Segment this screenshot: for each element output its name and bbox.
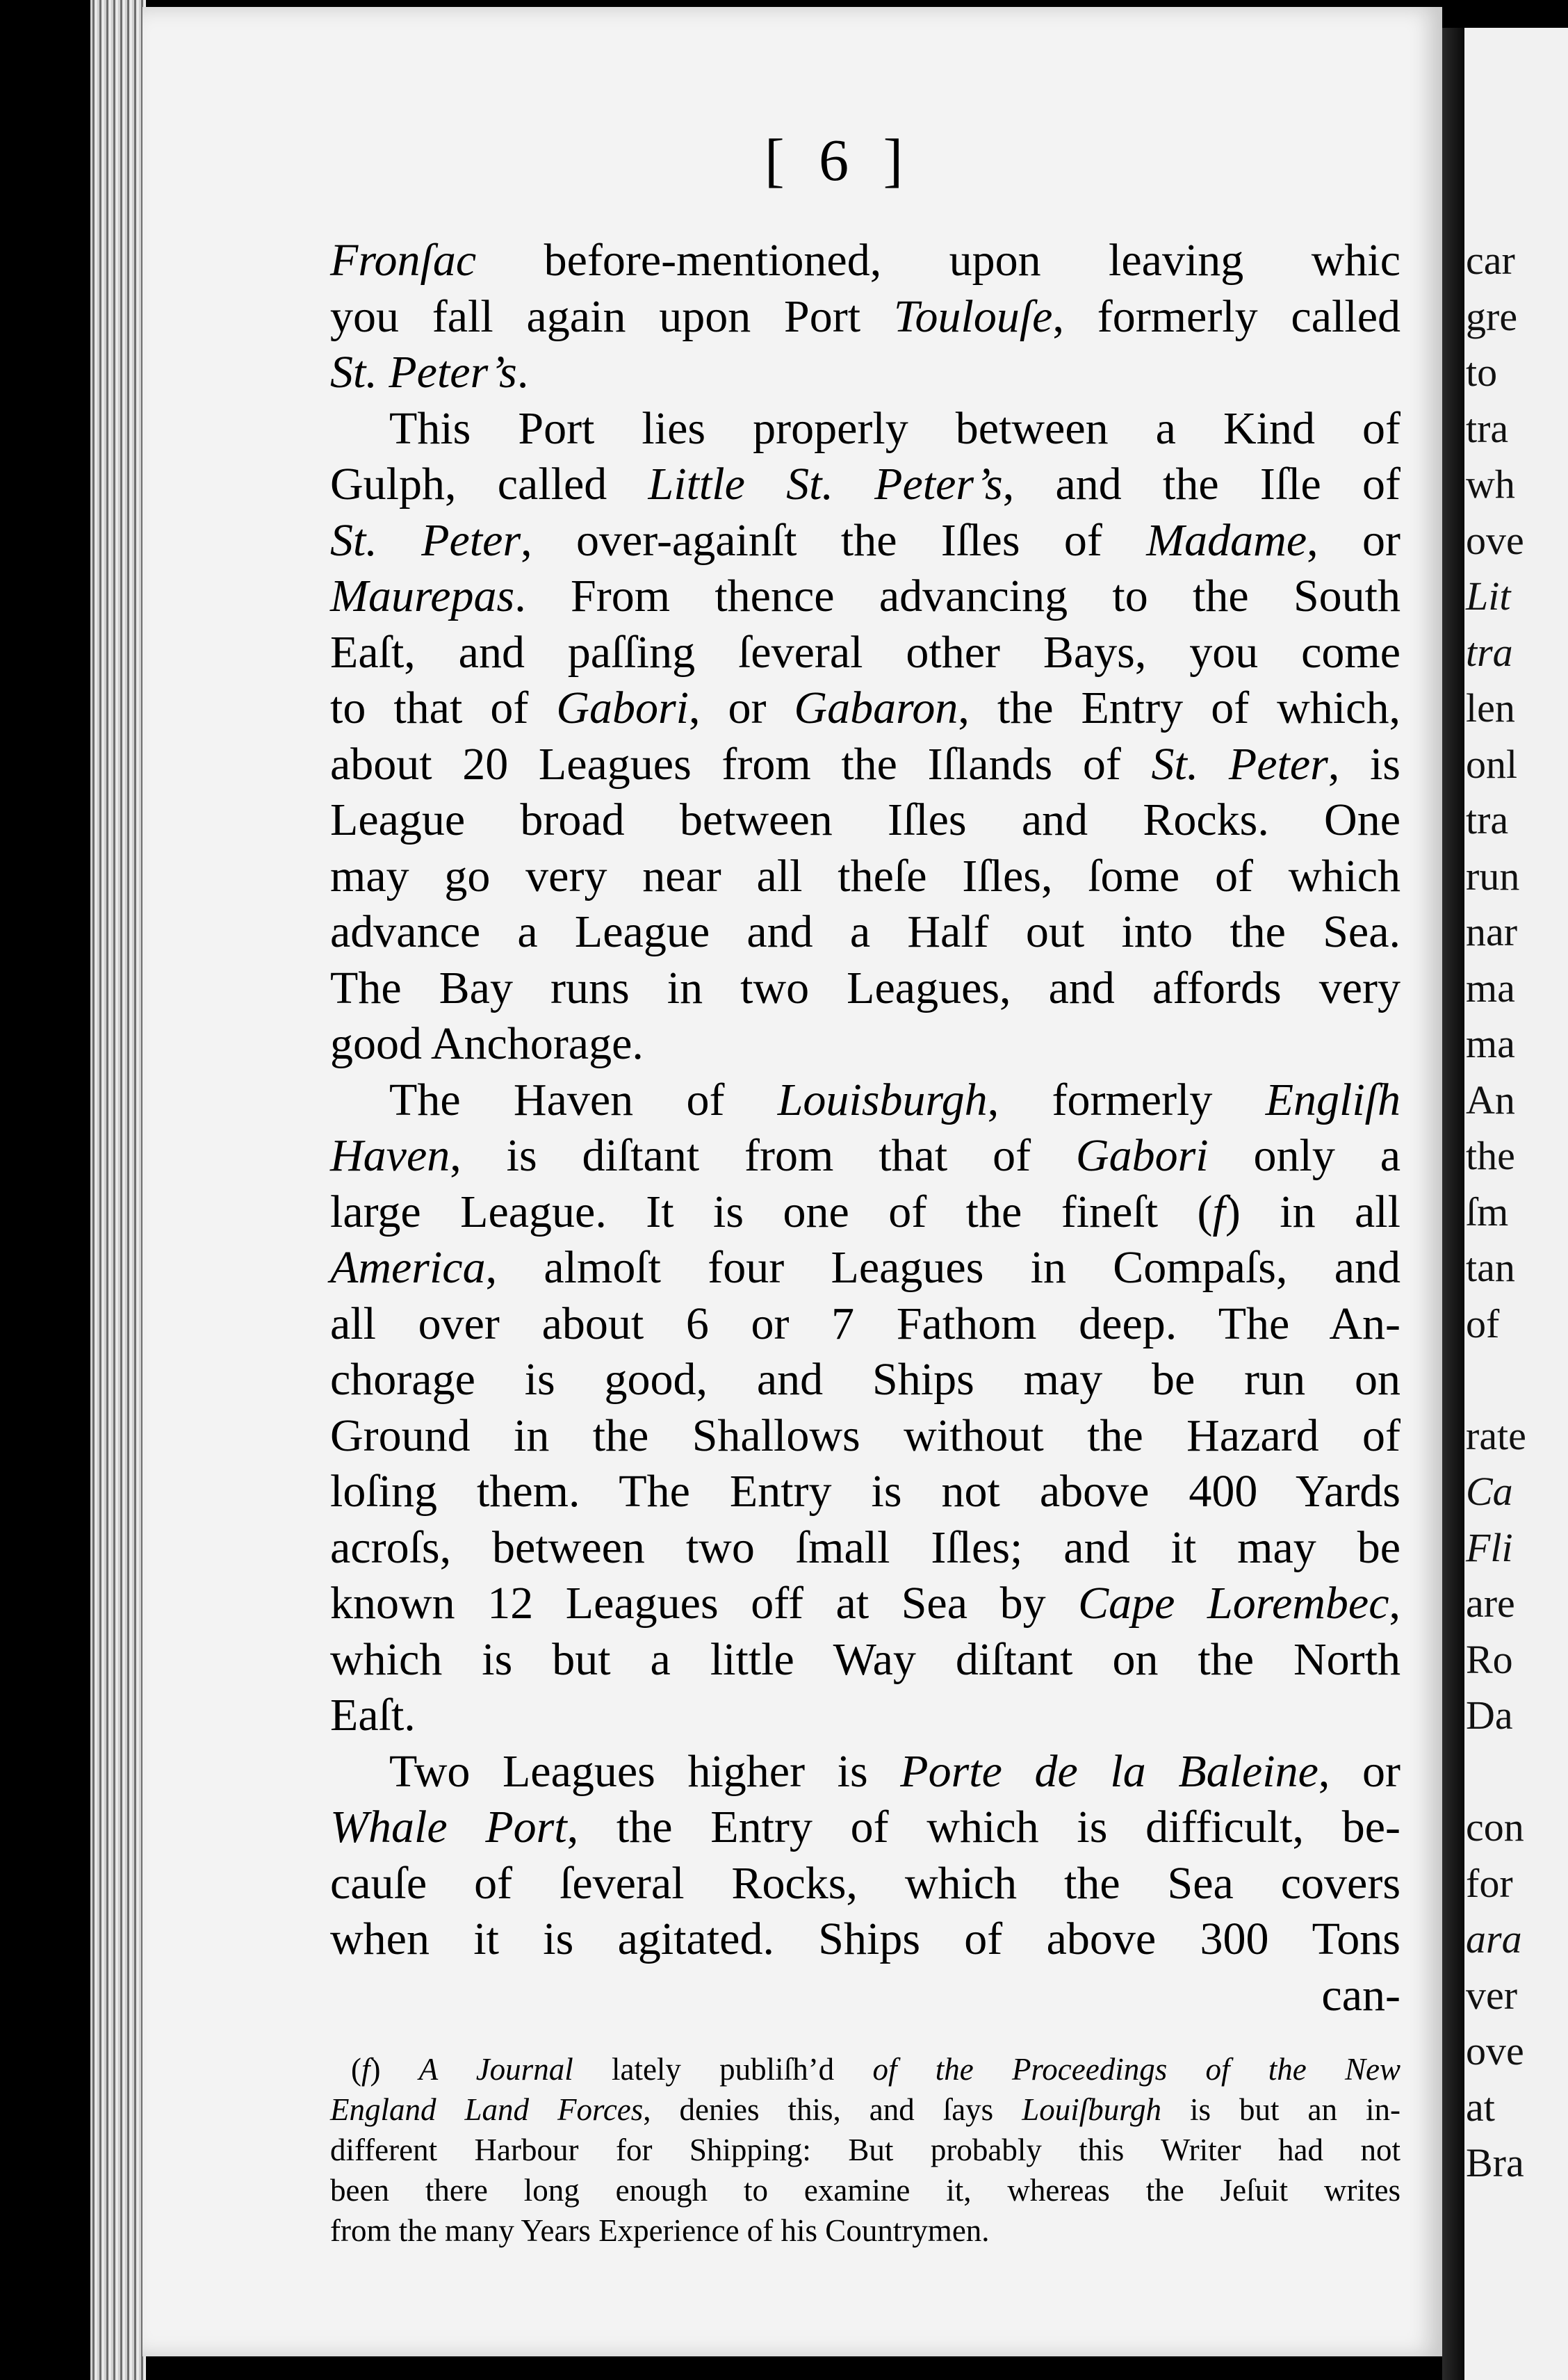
text-line: can- bbox=[1321, 1969, 1400, 2021]
text-line: The Bay runs in two Leagues, and affords very bbox=[330, 962, 1400, 1013]
text-line: when it is agitated. Ships of above 300 Tons bbox=[330, 1914, 1400, 1964]
text-line: large League. It is one of the fineſt (f) in all bbox=[330, 1186, 1400, 1237]
facing-page-line: car bbox=[1466, 238, 1515, 283]
text-line: good Anchorage. bbox=[330, 1018, 644, 1069]
text-line: chorage is good, and Ships may be run on bbox=[330, 1354, 1400, 1405]
facing-page-line: to bbox=[1466, 350, 1498, 395]
text-line: you fall again upon Port Toulouſe, formerly called bbox=[330, 291, 1400, 342]
text-line: advance a League and a Half out into the Sea. bbox=[330, 906, 1400, 957]
facing-page-line: of bbox=[1466, 1301, 1500, 1346]
footnote-line: been there long enough to examine it, whereas the Jeſuit writes bbox=[330, 2173, 1400, 2208]
facing-page-line: ma bbox=[1466, 965, 1515, 1011]
text-line: The Haven of Louisburgh, formerly Engliſh bbox=[389, 1074, 1401, 1125]
text-line: about 20 Leagues from the Iſlands of St. Peter, is bbox=[330, 738, 1400, 790]
text-line: Fronſac before-mentioned, upon leaving whic bbox=[330, 235, 1400, 286]
text-line: to that of Gabori, or Gabaron, the Entry of which, bbox=[330, 683, 1400, 733]
facing-page-line: An bbox=[1466, 1077, 1515, 1123]
facing-page-line: tan bbox=[1466, 1245, 1515, 1290]
facing-page-line: tra bbox=[1466, 629, 1513, 675]
facing-page-line: ver bbox=[1466, 1972, 1518, 2018]
text-line: may go very near all theſe Iſles, ſome of which bbox=[330, 850, 1400, 902]
facing-page-line: Ca bbox=[1466, 1469, 1513, 1514]
text-line: America, almoſt four Leagues in Compaſs, and bbox=[330, 1242, 1400, 1293]
text-line: Whale Port, the Entry of which is difficult, be- bbox=[330, 1802, 1401, 1852]
text-line: League broad between Iſles and Rocks. One bbox=[330, 794, 1400, 845]
facing-page-line: Fli bbox=[1466, 1524, 1513, 1570]
text-line: acroſs, between two ſmall Iſles; and it may be bbox=[330, 1522, 1400, 1573]
page-number: [ 6 ] bbox=[765, 127, 913, 193]
facing-page-line: Ro bbox=[1466, 1636, 1513, 1682]
footnote-line: England Land Forces, denies this, and ſays Louiſburgh is but an in- bbox=[330, 2092, 1400, 2127]
text-line: This Port lies properly between a Kind of bbox=[389, 402, 1400, 454]
facing-page-line: for bbox=[1466, 1860, 1513, 1906]
facing-page-line: onl bbox=[1466, 741, 1518, 787]
facing-page-line: are bbox=[1466, 1581, 1515, 1626]
text-line: Gulph, called Little St. Peter’s, and the Iſle of bbox=[330, 459, 1400, 510]
text-line: Ground in the Shallows without the Hazard of bbox=[330, 1410, 1400, 1461]
facing-page-line: con bbox=[1466, 1804, 1524, 1850]
text-line: St. Peter, over-againſt the Iſles of Madame, or bbox=[330, 514, 1400, 566]
text-line: Maurepas. From thence advancing to the South bbox=[330, 571, 1400, 621]
facing-page-line: ove bbox=[1466, 2028, 1524, 2073]
facing-page-line: ma bbox=[1466, 1021, 1515, 1066]
facing-page-line: ove bbox=[1466, 517, 1524, 563]
facing-page-fragment bbox=[1464, 28, 1568, 2380]
book-page-edges bbox=[90, 0, 146, 2380]
text-line: known 12 Leagues off at Sea by Cape Lorembec, bbox=[330, 1578, 1400, 1629]
facing-page-line: gre bbox=[1466, 293, 1518, 339]
text-line: which is but a little Way diſtant on the North bbox=[330, 1633, 1400, 1685]
facing-page-line: at bbox=[1466, 2084, 1495, 2130]
facing-page-line: rate bbox=[1466, 1412, 1526, 1458]
facing-page-line: len bbox=[1466, 685, 1515, 731]
facing-page-line: tra bbox=[1466, 797, 1509, 842]
text-line: all over about 6 or 7 Fathom deep. The An- bbox=[330, 1298, 1400, 1349]
text-line: Eaſt, and paſſing ſeveral other Bays, you come bbox=[330, 626, 1400, 678]
facing-page-line: Bra bbox=[1466, 2140, 1524, 2185]
facing-page-line: tra bbox=[1466, 405, 1509, 451]
footnote-line: (f) A Journal lately publiſh’d of the Proceedings of the New bbox=[351, 2052, 1400, 2087]
facing-page-line: nar bbox=[1466, 909, 1518, 954]
book-gutter bbox=[1442, 28, 1464, 2380]
text-line: Eaſt. bbox=[330, 1690, 416, 1741]
facing-page-line: the bbox=[1466, 1133, 1515, 1178]
text-line: cauſe of ſeveral Rocks, which the Sea covers bbox=[330, 1857, 1400, 1909]
facing-page-line: ſm bbox=[1466, 1189, 1509, 1234]
facing-page-line: ara bbox=[1466, 1916, 1522, 1962]
footnote-line: different Harbour for Shipping: But probably this Writer had not bbox=[330, 2133, 1400, 2167]
footnote-line: from the many Years Experience of his Countrymen. bbox=[330, 2213, 990, 2248]
text-line: St. Peter’s. bbox=[330, 347, 529, 398]
facing-page-line: Da bbox=[1466, 1693, 1513, 1738]
facing-page-line: run bbox=[1466, 853, 1520, 899]
text-line: Two Leagues higher is Porte de la Baleine, or bbox=[389, 1745, 1400, 1797]
facing-page-line: wh bbox=[1466, 462, 1515, 507]
facing-page-line: Lit bbox=[1466, 573, 1511, 619]
text-line: Haven, is diſtant from that of Gabori only a bbox=[330, 1130, 1400, 1181]
text-line: loſing them. The Entry is not above 400 Yards bbox=[330, 1466, 1400, 1517]
